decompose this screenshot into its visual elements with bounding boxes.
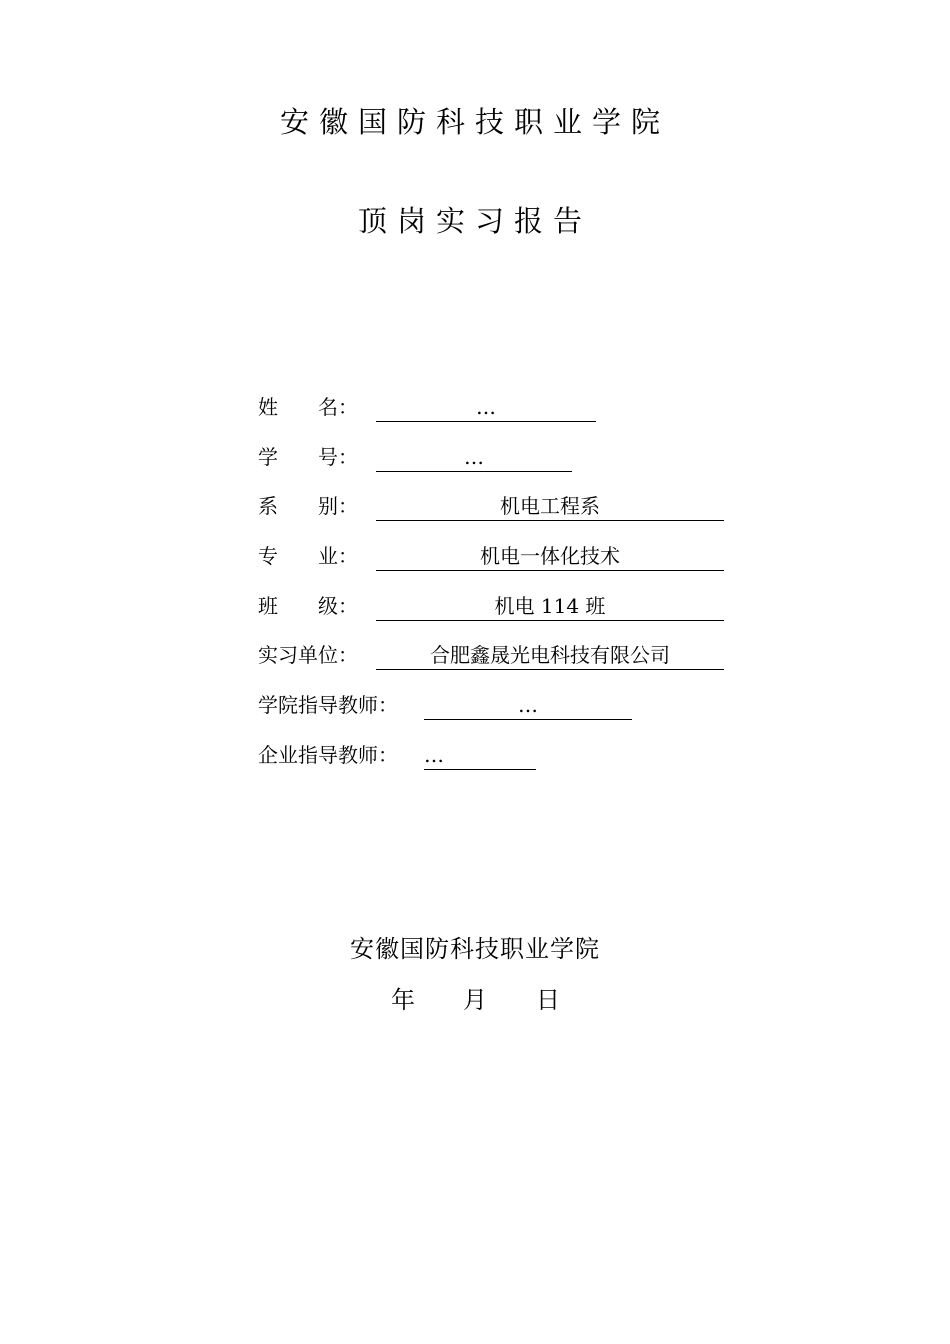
major-value: 机电一体化技术	[376, 540, 724, 571]
footer-day-label: 日	[536, 986, 560, 1014]
field-name-label: 姓 名：	[258, 395, 358, 419]
field-department-label: 系 别：	[258, 494, 358, 518]
company-advisor-value: …	[424, 739, 536, 770]
footer-month-label: 月	[463, 986, 487, 1014]
field-company-label: 实习单位：	[258, 643, 358, 667]
school-title: 安徽国防科技职业学院	[279, 105, 670, 139]
footer-year-label: 年	[391, 986, 415, 1014]
school-advisor-value: …	[424, 689, 632, 720]
student-id-value: …	[376, 441, 572, 472]
field-class-label: 班 级：	[258, 594, 358, 618]
class-value: 机电 114 班	[376, 590, 724, 621]
name-value: …	[376, 391, 596, 422]
department-value: 机电工程系	[376, 490, 724, 521]
field-major-label: 专 业：	[258, 544, 358, 568]
company-value: 合肥鑫晟光电科技有限公司	[376, 639, 724, 670]
report-title: 顶岗实习报告	[357, 204, 592, 238]
field-student-id-label: 学 号：	[258, 445, 358, 469]
field-company-advisor-label: 企业指导教师：	[258, 743, 398, 767]
footer-school: 安徽国防科技职业学院	[350, 935, 600, 963]
field-school-advisor-label: 学院指导教师：	[258, 693, 398, 717]
